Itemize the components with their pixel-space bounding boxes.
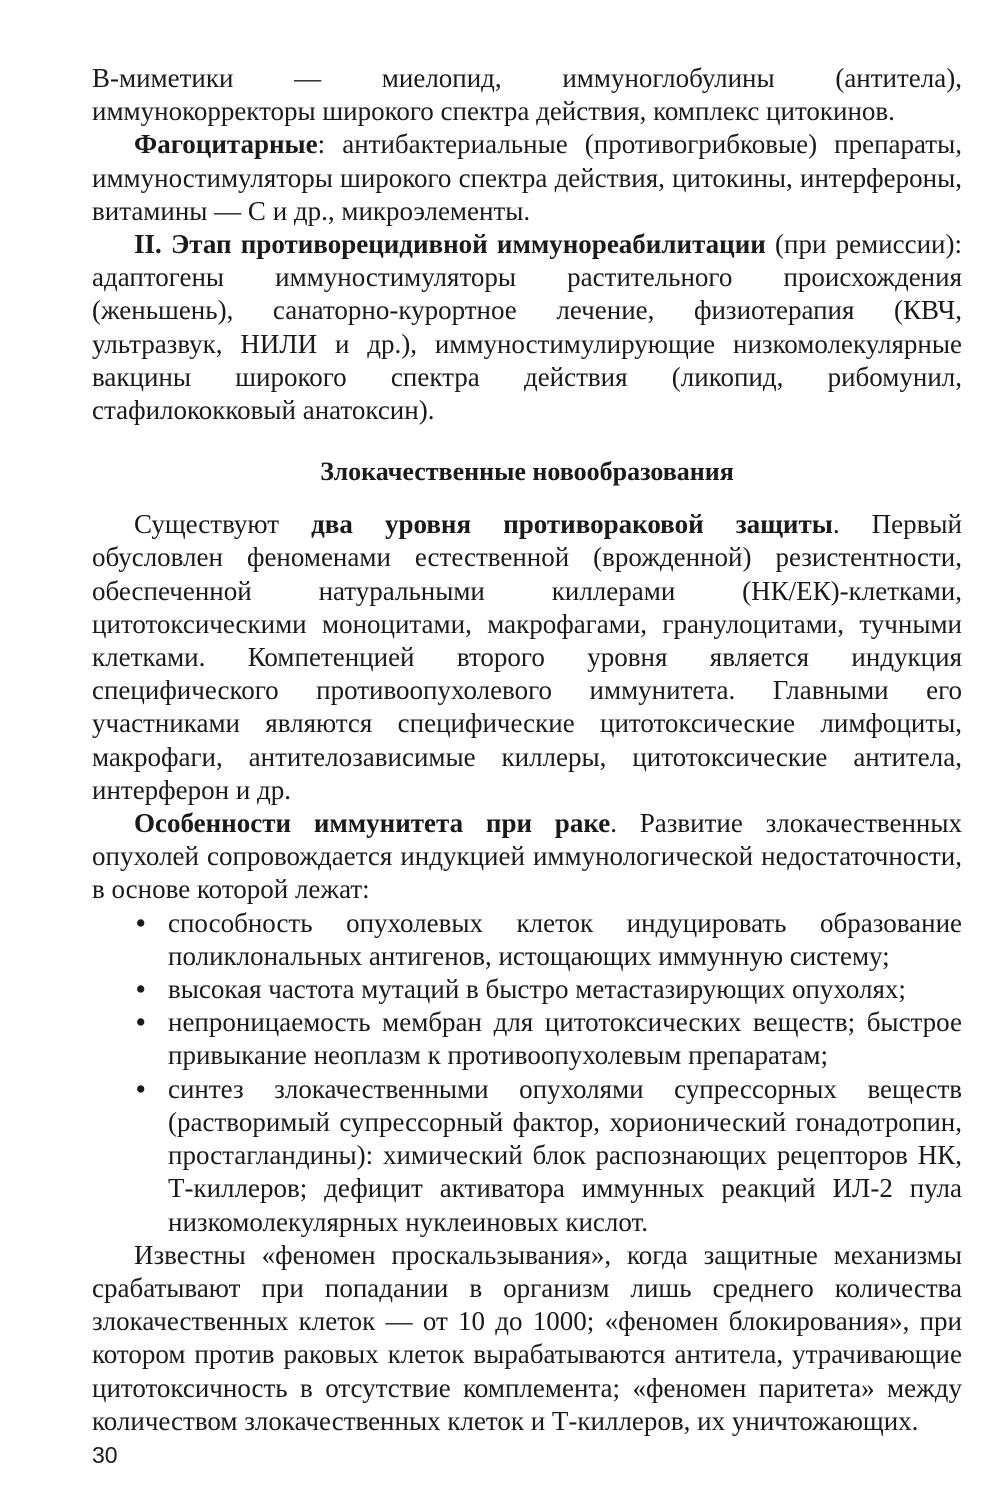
bullet-icon: • (136, 1073, 146, 1104)
paragraph-text: Существуют (134, 509, 312, 540)
list-item (92, 1006, 962, 1072)
paragraph-text: В-миметики — миелопид, иммуноглобулины (антитела), иммунокорректоры широкого спектра действия, комплекс цитокинов. (92, 63, 962, 127)
paragraph-b-mimetics (92, 62, 962, 128)
list-item-text: синтез злокачественными опухолями супрессорных веществ (растворимый супрессорный фактор, хорионический гонадотропин, простагландины): химический блок распознающих рецепторов НК, Т-киллеров; дефицит активатора иммунных реакций ИЛ-2 пула низкомолекулярных нуклеиновых кислот. (168, 1073, 962, 1237)
paragraph-text: : антибактериальные (противогрибковые) препараты, иммуностимуляторы широкого спектра действия, цитокины, интерфероны, витамины — С и др., микроэлементы. (92, 129, 962, 226)
bullet-list (92, 907, 962, 1239)
term-stage-two: II. Этап противорецидивной иммунореабилитации (134, 229, 766, 260)
term-phagocytic: Фагоцитарные (134, 129, 318, 160)
list-item (92, 973, 962, 1006)
paragraph-text: (при ремиссии): адаптогены иммуностимуляторы растительного происхождения (женьшень), санаторно-курортное лечение, физиотерапия (КВЧ, ультразвук, НИЛИ и др.), иммуностимулирующие низкомолекулярные вакцины широкого спектра действия (ликопид, рибомунил, стафилококковый анатоксин). (92, 229, 962, 426)
paragraph-stage-two (92, 228, 962, 427)
paragraph-phenomena (92, 1239, 962, 1438)
term-immunity-features: Особенности иммунитета при раке (134, 808, 611, 839)
paragraph-text: Известны «феномен проскальзывания», когда защитные механизмы срабатывают при попадании в организм лишь среднего количества злокачественных клеток — от 10 до 1000; «феномен блокирования», при котором против раковых клеток вырабатываются антитела, утрачивающие цитотоксичность в отсутствие комплемента; «феномен паритета» между количеством злокачественных клеток и Т-киллеров, их уничтожающих. (92, 1239, 962, 1436)
bullet-icon: • (136, 1007, 146, 1038)
list-item-text: способность опухолевых клеток индуцировать образование поликлональных антигенов, истощающих иммунную систему; (168, 907, 962, 971)
paragraph-text: . Развитие злокачественных опухолей сопровождается индукцией иммунологической недостаточности, в основе которой лежат: (92, 808, 963, 905)
list-item (92, 1073, 962, 1239)
list-item-text: непроницаемость мембран для цитотоксических веществ; быстрое привыкание неоплазм к противоопухолевым препаратам; (168, 1007, 962, 1071)
list-item (92, 907, 962, 973)
list-item-text: высокая частота мутаций в быстро метастазирующих опухолях; (168, 974, 906, 1005)
paragraph-phagocytic (92, 128, 962, 228)
paragraph-text: . Первый обусловлен феноменами естественной (врожденной) резистентности, обеспеченной натуральными киллерами (НК/ЕК)-клетками, цитотоксическими моноцитами, макрофагами, гранулоцитами, тучными клетками. Компетенцией второго уровня является индукция специфического противоопухолевого иммунитета. Главными его участниками являются специфические цитотоксические лимфоциты, макрофаги, антителозависимые киллеры, цитотоксические антитела, интерферон и др. (92, 509, 963, 805)
term-defense-levels: два уровня противораковой защиты (311, 509, 833, 540)
bullet-icon: • (136, 907, 146, 938)
bullet-icon: • (136, 974, 146, 1005)
section-heading: Злокачественные новообразования (320, 457, 734, 487)
paragraph-immunity-features (92, 807, 962, 907)
page-number: 30 (92, 1442, 118, 1468)
paragraph-defense-levels (92, 508, 962, 807)
page-content (92, 62, 962, 1438)
